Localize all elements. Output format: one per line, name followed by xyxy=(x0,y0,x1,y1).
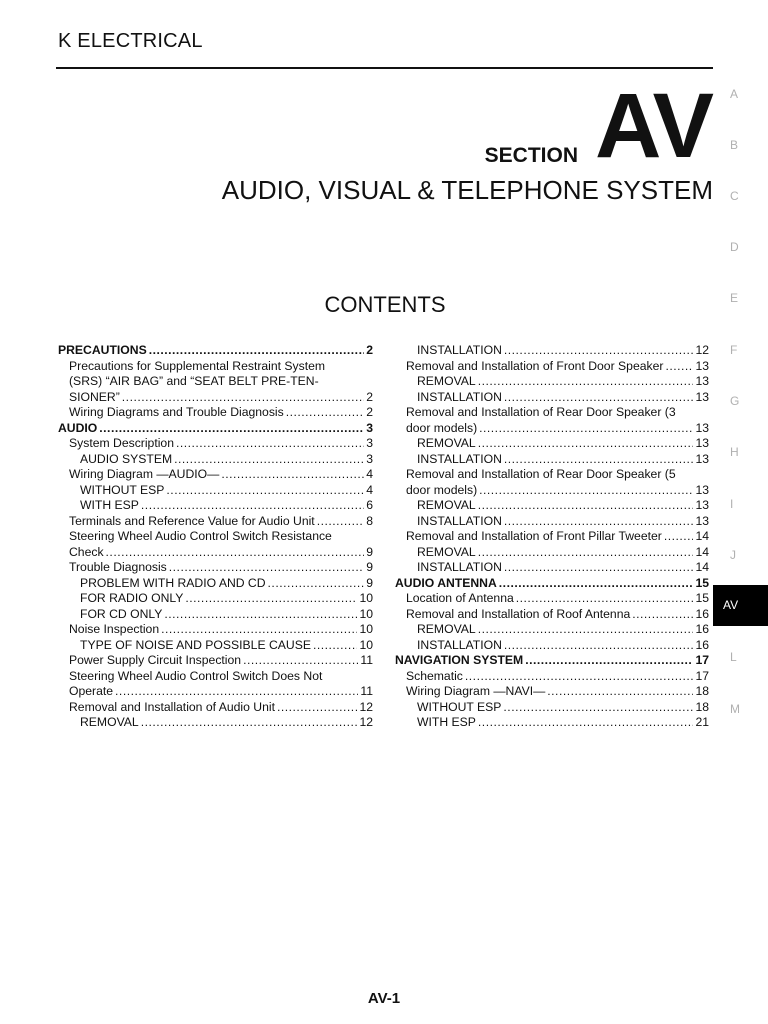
toc-entry-page: 14 xyxy=(695,560,709,574)
toc-left-column xyxy=(58,343,373,731)
toc-entry-title: Steering Wheel Audio Control Switch Does Not xyxy=(69,668,323,683)
group-title: K ELECTRICAL xyxy=(58,30,203,52)
toc-entry[interactable] xyxy=(58,669,373,685)
toc-entry[interactable] xyxy=(58,514,373,530)
side-index-letter[interactable]: G xyxy=(730,394,740,408)
toc-leader-dots xyxy=(465,669,694,685)
toc-leader-dots xyxy=(504,638,694,654)
toc-entry-page: 15 xyxy=(695,575,709,590)
toc-entry-page: 4 xyxy=(366,467,373,481)
toc-entry-page: 10 xyxy=(359,622,373,636)
toc-entry[interactable] xyxy=(58,545,373,561)
toc-entry-title: SIONER” xyxy=(69,389,120,404)
toc-leader-dots xyxy=(504,560,694,576)
toc-leader-dots xyxy=(286,405,364,421)
header-rule xyxy=(56,67,713,69)
toc-entry-title: Power Supply Circuit Inspection xyxy=(69,653,242,667)
toc-entry-page: 12 xyxy=(695,343,709,357)
toc-entry[interactable] xyxy=(58,529,373,545)
toc-entry-title: Precautions for Supplemental Restraint System xyxy=(69,358,326,373)
toc-entry-page: 9 xyxy=(366,560,373,574)
toc-leader-dots xyxy=(141,498,364,514)
toc-entry[interactable] xyxy=(395,653,709,669)
toc-leader-dots xyxy=(479,421,693,437)
side-index-letter[interactable]: J xyxy=(730,548,736,562)
toc-leader-dots xyxy=(664,529,694,545)
side-tab-active[interactable]: AV xyxy=(713,585,768,626)
toc-entry-title: door models) xyxy=(406,482,478,497)
toc-leader-dots xyxy=(243,653,358,669)
toc-entry-page: 14 xyxy=(695,544,709,559)
toc-entry[interactable] xyxy=(58,467,373,483)
toc-leader-dots xyxy=(665,359,693,375)
toc-entry-title: Trouble Diagnosis xyxy=(69,560,167,574)
toc-entry-title: Location of Antenna xyxy=(406,591,514,605)
toc-entry-title: INSTALLATION xyxy=(417,389,502,404)
toc-entry[interactable] xyxy=(58,622,373,638)
toc-entry[interactable] xyxy=(58,591,373,607)
toc-entry-title: PRECAUTIONS xyxy=(58,343,147,357)
toc-entry-title: WITH ESP xyxy=(417,715,476,729)
toc-leader-dots xyxy=(516,591,694,607)
toc-entry-page: 9 xyxy=(366,575,373,590)
toc-entry[interactable] xyxy=(395,638,709,654)
toc-entry-title: WITHOUT ESP xyxy=(417,699,502,714)
toc-entry-page: 8 xyxy=(366,513,373,528)
toc-entry-title: door models) xyxy=(406,420,478,435)
toc-entry-page: 13 xyxy=(695,389,709,404)
toc-leader-dots xyxy=(499,576,694,592)
toc-entry-page: 17 xyxy=(695,653,709,667)
toc-entry-page: 14 xyxy=(695,529,709,543)
toc-leader-dots xyxy=(141,715,358,731)
toc-entry-title: INSTALLATION xyxy=(417,637,502,652)
toc-leader-dots xyxy=(221,467,364,483)
toc-leader-dots xyxy=(478,436,694,452)
toc-entry-page: 12 xyxy=(359,715,373,729)
toc-entry-page: 4 xyxy=(366,482,373,497)
toc-entry-title: WITH ESP xyxy=(80,498,139,512)
toc-entry-page: 13 xyxy=(695,358,709,373)
toc-leader-dots xyxy=(185,591,357,607)
toc-leader-dots xyxy=(478,545,694,561)
toc-entry-page: 13 xyxy=(695,498,709,512)
toc-entry-page: 13 xyxy=(695,420,709,435)
toc-entry[interactable] xyxy=(58,607,373,623)
toc-leader-dots xyxy=(504,390,694,406)
toc-leader-dots xyxy=(99,421,364,437)
toc-leader-dots xyxy=(504,514,694,530)
toc-leader-dots xyxy=(317,514,365,530)
toc-entry-title: AUDIO ANTENNA xyxy=(395,575,497,590)
toc-entry-page: 3 xyxy=(366,420,373,435)
toc-entry-title: AUDIO SYSTEM xyxy=(80,451,173,466)
toc-leader-dots xyxy=(478,498,694,514)
toc-entry-page: 2 xyxy=(366,343,373,357)
toc-entry-page: 21 xyxy=(695,715,709,729)
toc-entry-page: 13 xyxy=(695,374,709,388)
side-index-letter[interactable]: D xyxy=(730,240,739,254)
toc-entry-title: Wiring Diagram —AUDIO— xyxy=(69,467,220,481)
toc-entry[interactable] xyxy=(395,405,709,421)
side-index-letter[interactable]: L xyxy=(730,650,737,664)
toc-entry[interactable] xyxy=(58,498,373,514)
toc-entry-page: 15 xyxy=(695,591,709,605)
toc-entry-page: 11 xyxy=(360,653,373,667)
toc-entry-title: Wiring Diagrams and Trouble Diagnosis xyxy=(69,405,284,419)
toc-entry-page: 13 xyxy=(695,513,709,528)
toc-entry-title: INSTALLATION xyxy=(417,560,502,574)
toc-entry[interactable] xyxy=(395,374,709,390)
toc-entry-title: PROBLEM WITH RADIO AND CD xyxy=(80,575,266,590)
toc-leader-dots xyxy=(149,343,365,359)
toc-leader-dots xyxy=(176,436,364,452)
toc-entry-title: REMOVAL xyxy=(417,498,476,512)
toc-entry-title: AUDIO xyxy=(58,420,98,435)
toc-entry[interactable] xyxy=(58,653,373,669)
contents-heading: CONTENTS xyxy=(324,292,446,317)
toc-entry[interactable] xyxy=(58,359,373,375)
toc-entry[interactable] xyxy=(58,700,373,716)
toc-entry-title: REMOVAL xyxy=(417,622,476,636)
toc-entry-title: (SRS) “AIR BAG” and “SEAT BELT PRE-TEN- xyxy=(69,374,319,388)
toc-entry[interactable] xyxy=(395,436,709,452)
toc-leader-dots xyxy=(503,700,693,716)
toc-entry[interactable] xyxy=(395,483,709,499)
toc-entry-page: 9 xyxy=(366,544,373,559)
toc-entry-title: Noise Inspection xyxy=(69,622,160,636)
toc-entry-page: 10 xyxy=(359,606,373,621)
toc-entry-page: 2 xyxy=(366,389,373,404)
section-title: AUDIO, VISUAL & TELEPHONE SYSTEM xyxy=(221,175,713,205)
toc-leader-dots xyxy=(525,653,693,669)
section-label: SECTION xyxy=(484,144,578,167)
toc-entry-title: Removal and Installation of Audio Unit xyxy=(69,699,275,714)
side-index-letter[interactable]: C xyxy=(730,189,739,203)
toc-entry[interactable] xyxy=(395,467,709,483)
toc-entry[interactable] xyxy=(395,514,709,530)
toc-entry[interactable] xyxy=(395,545,709,561)
toc-entry[interactable] xyxy=(395,390,709,406)
toc-entry[interactable] xyxy=(58,436,373,452)
toc-leader-dots xyxy=(504,452,694,468)
toc-entry-page: 13 xyxy=(695,451,709,466)
section-code: AV xyxy=(595,75,712,177)
side-index-letter[interactable]: A xyxy=(730,87,739,101)
toc-leader-dots xyxy=(632,607,693,623)
toc-entry-title: Removal and Installation of Rear Door Speaker (5 xyxy=(406,467,676,481)
toc-entry-page: 11 xyxy=(360,684,373,698)
toc-leader-dots xyxy=(106,545,365,561)
toc-entry[interactable] xyxy=(58,452,373,468)
toc-leader-dots xyxy=(169,560,364,576)
toc-entry-title: Check xyxy=(69,544,104,559)
toc-entry-page: 3 xyxy=(366,451,373,466)
side-index-letter[interactable]: H xyxy=(730,445,739,459)
toc-entry[interactable] xyxy=(58,684,373,700)
toc-leader-dots xyxy=(504,343,694,359)
toc-entry[interactable] xyxy=(395,529,709,545)
page-number: AV-1 xyxy=(367,990,401,1007)
toc-entry-title: Removal and Installation of Front Pillar Tweeter xyxy=(406,529,662,543)
toc-entry-title: Schematic xyxy=(406,668,463,683)
toc-entry-title: Removal and Installation of Rear Door Speaker (3 xyxy=(406,405,676,419)
toc-entry-title: REMOVAL xyxy=(417,544,476,559)
toc-entry-page: 10 xyxy=(359,591,373,605)
toc-entry-title: REMOVAL xyxy=(80,715,139,729)
toc-entry[interactable] xyxy=(395,498,709,514)
toc-leader-dots xyxy=(478,622,694,638)
toc-entry[interactable] xyxy=(58,576,373,592)
side-index-letter[interactable]: M xyxy=(730,702,740,716)
toc-entry[interactable] xyxy=(395,560,709,576)
toc-entry-page: 13 xyxy=(695,482,709,497)
toc-entry-title: FOR CD ONLY xyxy=(80,606,163,621)
toc-entry[interactable] xyxy=(395,359,709,375)
toc-leader-dots xyxy=(277,700,357,716)
toc-entry[interactable] xyxy=(58,715,373,731)
toc-entry-title: Removal and Installation of Roof Antenna xyxy=(406,606,631,621)
toc-entry-title: REMOVAL xyxy=(417,436,476,450)
toc-entry[interactable] xyxy=(395,684,709,700)
toc-entry[interactable] xyxy=(58,638,373,654)
toc-leader-dots xyxy=(478,374,694,390)
toc-entry-title: Operate xyxy=(69,684,114,698)
side-index-letter[interactable]: I xyxy=(730,497,734,511)
toc-leader-dots xyxy=(166,483,364,499)
toc-entry[interactable] xyxy=(395,421,709,437)
toc-entry[interactable] xyxy=(395,576,709,592)
toc-leader-dots xyxy=(479,483,693,499)
toc-entry-page: 13 xyxy=(695,436,709,450)
toc-leader-dots xyxy=(313,638,357,654)
toc-entry-page: 12 xyxy=(359,699,373,714)
toc-entry[interactable] xyxy=(58,421,373,437)
toc-entry[interactable] xyxy=(395,669,709,685)
toc-entry-title: INSTALLATION xyxy=(417,513,502,528)
toc-entry[interactable] xyxy=(395,715,709,731)
toc-entry-page: 17 xyxy=(695,668,709,683)
toc-leader-dots xyxy=(547,684,693,700)
toc-entry-page: 2 xyxy=(366,405,373,419)
toc-entry-title: Steering Wheel Audio Control Switch Resistance xyxy=(69,529,332,543)
toc-entry[interactable] xyxy=(395,591,709,607)
toc-leader-dots xyxy=(268,576,365,592)
toc-entry-page: 16 xyxy=(695,622,709,636)
toc-entry-title: System Description xyxy=(69,436,174,450)
side-index-letter[interactable]: E xyxy=(730,291,739,305)
toc-entry[interactable] xyxy=(58,560,373,576)
toc-entry-title: WITHOUT ESP xyxy=(80,482,165,497)
toc-entry-page: 16 xyxy=(695,637,709,652)
toc-entry[interactable] xyxy=(58,405,373,421)
toc-entry[interactable] xyxy=(58,343,373,359)
toc-entry[interactable] xyxy=(58,483,373,499)
toc-leader-dots xyxy=(174,452,364,468)
toc-leader-dots xyxy=(161,622,357,638)
toc-entry-page: 3 xyxy=(366,436,373,450)
toc-entry-title: FOR RADIO ONLY xyxy=(80,591,184,605)
toc-leader-dots xyxy=(164,607,357,623)
toc-right-column xyxy=(395,343,709,731)
toc-leader-dots xyxy=(115,684,358,700)
toc-leader-dots xyxy=(122,390,364,406)
toc-entry-page: 18 xyxy=(695,684,709,698)
toc-entry-title: Wiring Diagram —NAVI— xyxy=(406,684,546,698)
toc-entry-page: 18 xyxy=(695,699,709,714)
toc-entry-page: 10 xyxy=(359,637,373,652)
toc-entry-title: REMOVAL xyxy=(417,374,476,388)
toc-entry-title: NAVIGATION SYSTEM xyxy=(395,653,524,667)
toc-leader-dots xyxy=(478,715,694,731)
side-index-letter[interactable]: F xyxy=(730,343,738,357)
toc-entry[interactable] xyxy=(395,452,709,468)
toc-entry[interactable] xyxy=(58,390,373,406)
toc-entry-page: 16 xyxy=(695,606,709,621)
toc-entry-title: Removal and Installation of Front Door Speaker xyxy=(406,358,664,373)
toc-entry[interactable] xyxy=(395,622,709,638)
toc-entry[interactable] xyxy=(58,374,373,390)
toc-entry[interactable] xyxy=(395,700,709,716)
toc-entry-title: Terminals and Reference Value for Audio Unit xyxy=(69,513,315,528)
side-index-letter[interactable]: B xyxy=(730,138,739,152)
toc-entry[interactable] xyxy=(395,343,709,359)
toc-entry-title: TYPE OF NOISE AND POSSIBLE CAUSE xyxy=(80,637,311,652)
toc-entry-title: INSTALLATION xyxy=(417,343,502,357)
toc-entry[interactable] xyxy=(395,607,709,623)
toc-entry-title: INSTALLATION xyxy=(417,451,502,466)
toc-entry-page: 6 xyxy=(366,498,373,512)
